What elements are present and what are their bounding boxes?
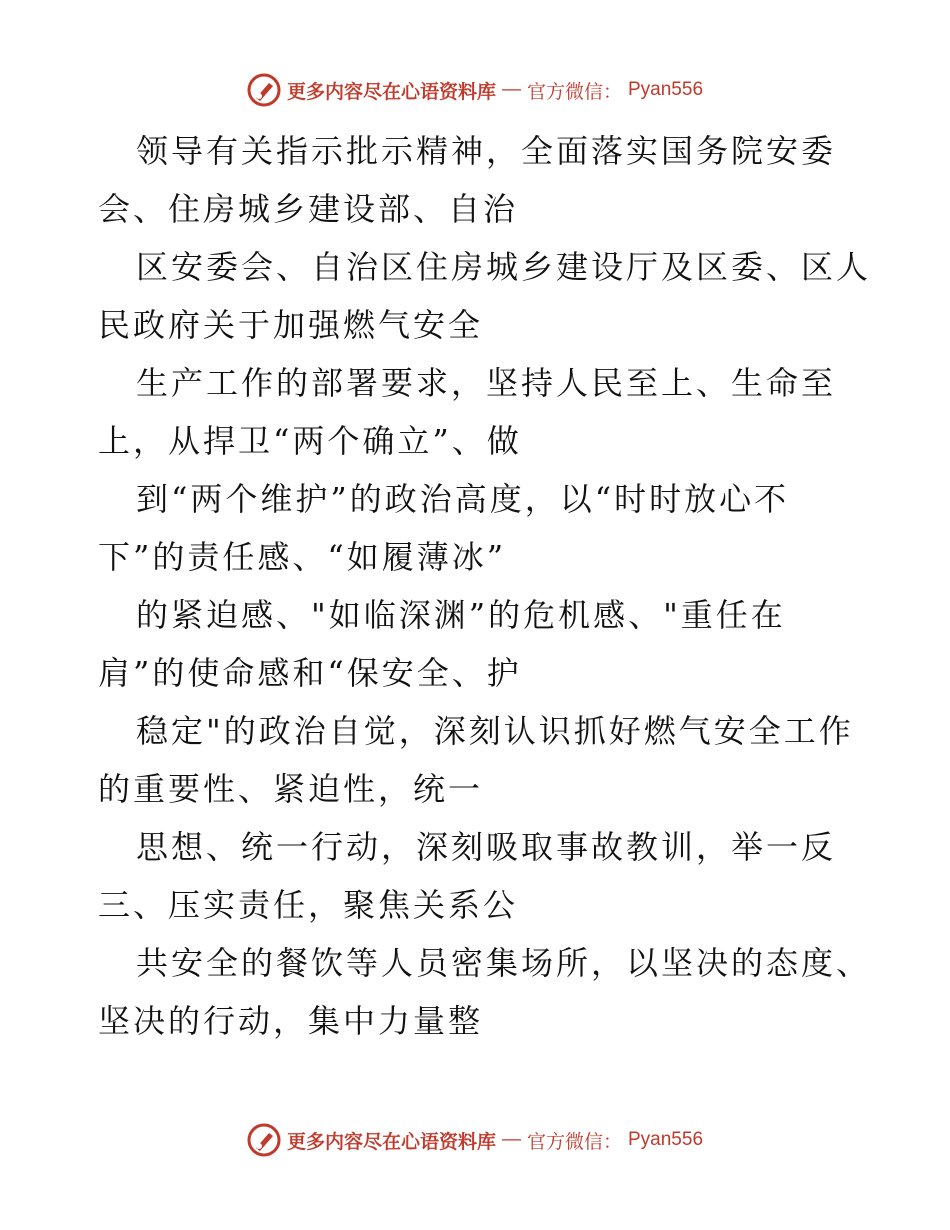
paragraph <box>98 238 878 354</box>
paragraph-line: 肩”的使命感和“保安全、护 <box>98 654 522 692</box>
header-watermark-banner <box>0 70 950 110</box>
pen-logo-icon <box>247 73 281 107</box>
paragraph-line: 民政府关于加强燃气安全 <box>98 306 484 344</box>
document-body <box>98 122 878 1050</box>
paragraph-line: 思想、统一行动，深刻吸取事故教训，举一反 <box>136 828 837 866</box>
paragraph <box>98 122 878 238</box>
banner-dash: — <box>501 1129 521 1150</box>
banner-wechat-label: 官方微信： <box>526 80 622 103</box>
paragraph-line: 区安委会、自治区住房城乡建设厅及区委、区人 <box>136 248 872 286</box>
paragraph-line: 上，从捍卫“两个确立”、做 <box>98 422 522 460</box>
paragraph <box>98 702 878 818</box>
footer-watermark-banner <box>0 1120 950 1160</box>
paragraph-line: 三、压实责任，聚焦关系公 <box>98 886 519 924</box>
paragraph-line: 坚决的行动，集中力量整 <box>98 1002 484 1040</box>
paragraph-line: 的重要性、紧迫性，统一 <box>98 770 484 808</box>
paragraph <box>98 470 878 586</box>
banner-title: 更多内容尽在心语资料库 <box>286 80 496 103</box>
paragraph-line: 会、住房城乡建设部、自治 <box>98 190 519 228</box>
paragraph <box>98 586 878 702</box>
paragraph <box>98 354 878 470</box>
paragraph-line: 稳定"的政治自觉，深刻认识抓好燃气安全工作 <box>136 712 854 750</box>
pen-logo-icon <box>247 1123 281 1157</box>
paragraph-line: 生产工作的部署要求，坚持人民至上、生命至 <box>136 364 837 402</box>
paragraph-line: 到“两个维护”的政治高度，以“时时放心不 <box>136 480 790 518</box>
banner-wechat-label: 官方微信： <box>526 1130 622 1153</box>
banner-wechat-id: Pyan556 <box>628 79 704 100</box>
paragraph-line: 下”的责任感、“如履薄冰” <box>98 538 507 576</box>
paragraph <box>98 818 878 934</box>
paragraph-line: 共安全的餐饮等人员密集场所，以坚决的态度、 <box>136 944 872 982</box>
paragraph-line: 的紧迫感、"如临深渊”的危机感、"重任在 <box>136 596 786 634</box>
banner-dash: — <box>501 79 521 100</box>
paragraph <box>98 934 878 1050</box>
paragraph-line: 领导有关指示批示精神，全面落实国务院安委 <box>136 132 837 170</box>
banner-title: 更多内容尽在心语资料库 <box>286 1130 496 1153</box>
banner-wechat-id: Pyan556 <box>628 1129 704 1150</box>
